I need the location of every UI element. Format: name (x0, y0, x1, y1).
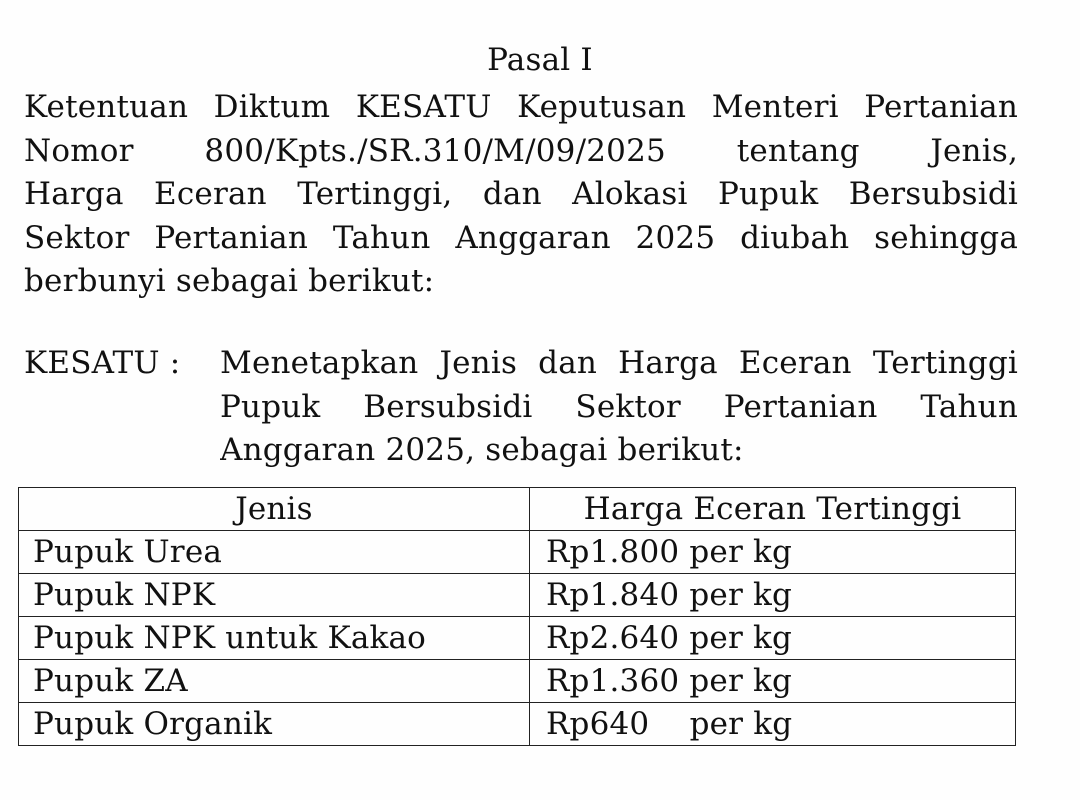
table-row (19, 703, 1016, 746)
diktum-label: KESATU : (24, 345, 181, 381)
cell-het: Rp1.840 per kg (530, 574, 1016, 617)
intro-line: Sektor Pertanian Tahun Anggaran 2025 diubah sehingga (24, 219, 1018, 256)
diktum-line: Menetapkan Jenis dan Harga Eceran Tertinggi (220, 345, 1018, 381)
cell-het: Rp2.640 per kg (530, 617, 1016, 660)
intro-line: Nomor 800/Kpts./SR.310/M/09/2025 tentang Jenis, (24, 132, 1018, 169)
header-het: Harga Eceran Tertinggi (530, 488, 1016, 531)
header-jenis: Jenis (19, 488, 530, 531)
cell-jenis: Pupuk NPK untuk Kakao (19, 617, 530, 660)
het-table (18, 487, 1016, 746)
cell-het: Rp1.800 per kg (530, 531, 1016, 574)
cell-jenis: Pupuk NPK (19, 574, 530, 617)
table-row (19, 617, 1016, 660)
cell-jenis: Pupuk ZA (19, 660, 530, 703)
cell-jenis: Pupuk Organik (19, 703, 530, 746)
diktum-line: Pupuk Bersubsidi Sektor Pertanian Tahun (220, 388, 1018, 425)
diktum-body (220, 342, 1018, 473)
intro-paragraph (24, 86, 1018, 304)
table-row (19, 660, 1016, 703)
cell-het: Rp640 per kg (530, 703, 1016, 746)
table-row (19, 531, 1016, 574)
pasal-title: Pasal I (487, 42, 593, 78)
cell-het: Rp1.360 per kg (530, 660, 1016, 703)
intro-line: Harga Eceran Tertinggi, dan Alokasi Pupuk Bersubsidi (24, 176, 1018, 212)
cell-jenis: Pupuk Urea (19, 531, 530, 574)
diktum-line: Anggaran 2025, sebagai berikut: (220, 432, 744, 468)
intro-line: berbunyi sebagai berikut: (24, 263, 435, 299)
table-header-row (19, 488, 1016, 531)
intro-line: Ketentuan Diktum KESATU Keputusan Menteri Pertanian (24, 89, 1018, 125)
table-row (19, 574, 1016, 617)
